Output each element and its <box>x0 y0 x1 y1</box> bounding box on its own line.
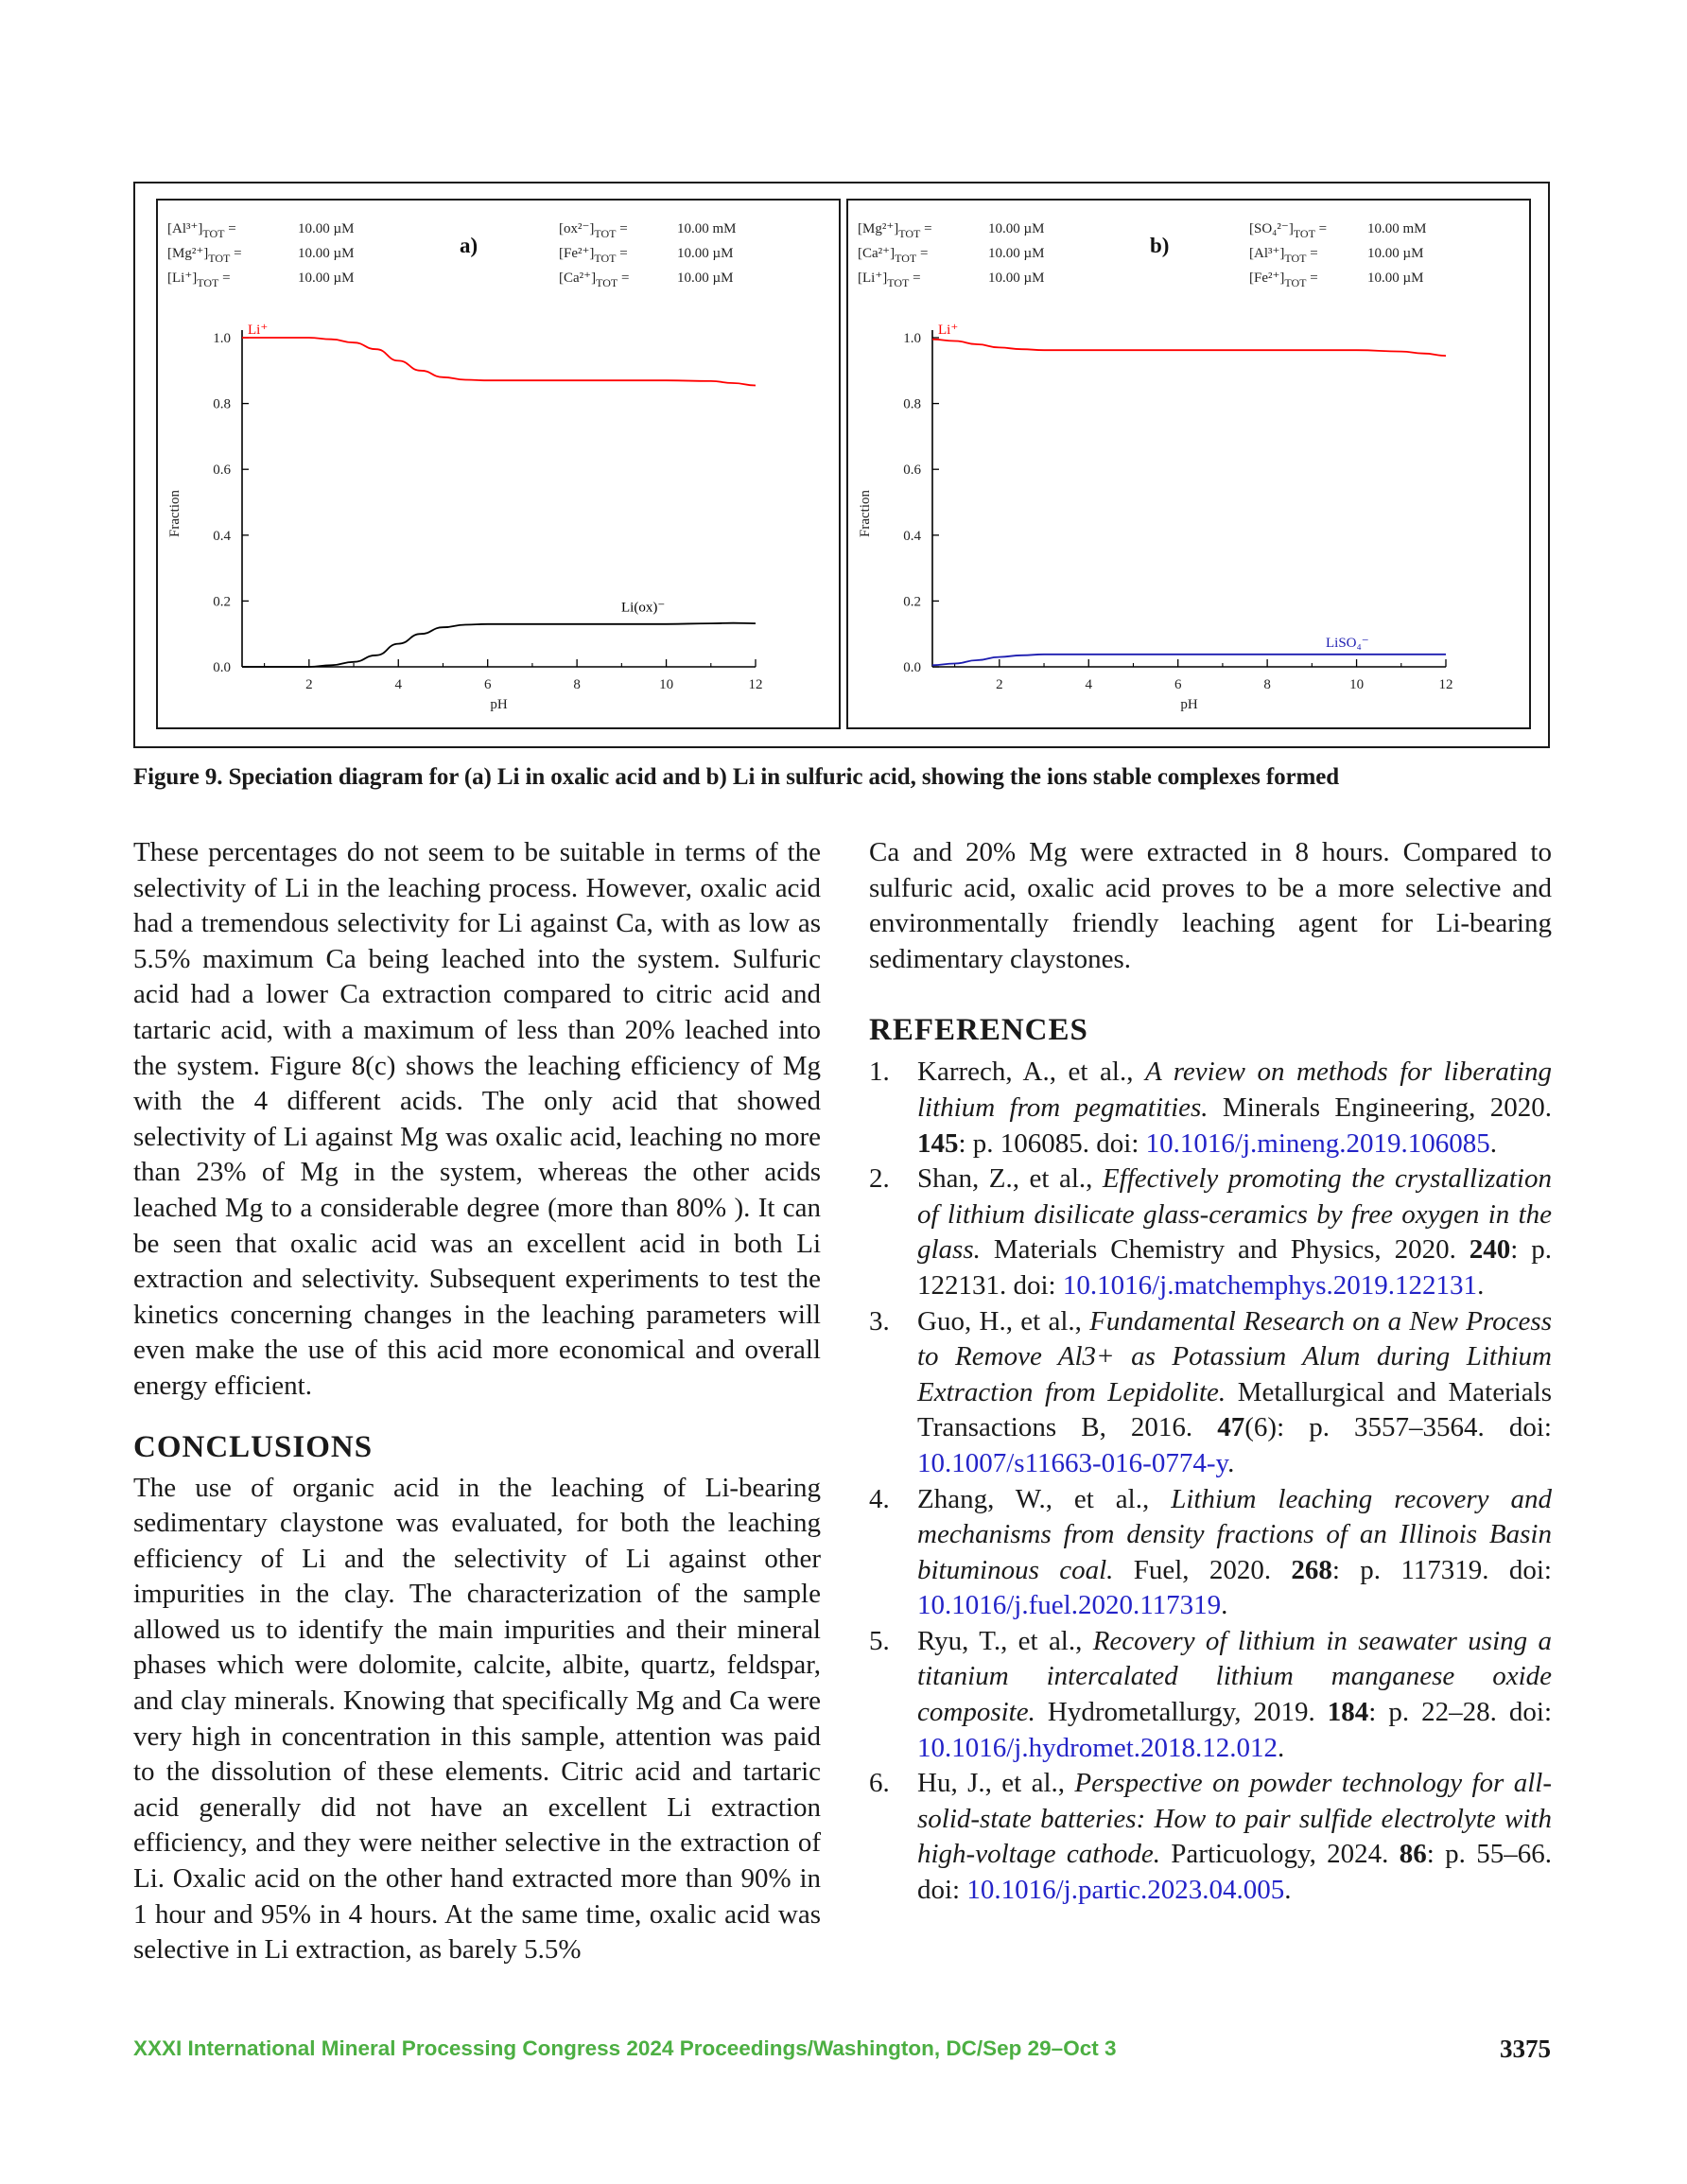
reference-pages: : p. 22–28. doi: <box>1368 1697 1552 1728</box>
reference-journal: Hydrometallurgy, 2019. <box>1035 1697 1328 1728</box>
condition-species: $[Ca^{2+}]_{TOT}$ = <box>858 246 929 265</box>
x-tick-label: 10 <box>1349 677 1365 692</box>
series-label-li-ion: Li⁺ <box>248 323 269 338</box>
condition-value: 10.00 µM <box>988 246 1045 261</box>
series-line-li-ion <box>932 340 1446 356</box>
reference-authors: Hu, J., et al., <box>917 1768 1075 1799</box>
x-tick-label: 10 <box>659 677 674 692</box>
reference-item <box>869 1482 1552 1624</box>
condition-value: 10.00 µM <box>988 221 1045 236</box>
reference-journal: Particuology, 2024. <box>1159 1839 1400 1870</box>
reference-volume: 145 <box>917 1127 959 1159</box>
x-tick-label: 4 <box>394 677 403 692</box>
chart-panel-b <box>846 199 1531 729</box>
x-tick-label: 12 <box>748 677 763 692</box>
reference-number: 6. <box>869 1768 890 1799</box>
reference-title: Lithium leaching recovery and mechanisms from density fractions of an Illinois Basin bituminous coal. <box>917 1483 1552 1585</box>
reference-journal: Materials Chemistry and Physics, 2020. <box>980 1234 1470 1266</box>
reference-journal: Minerals Engineering, 2020. <box>1208 1092 1552 1123</box>
y-tick-label: 0.4 <box>213 528 231 544</box>
x-axis-label: pH <box>490 697 508 712</box>
x-tick-label: 8 <box>1263 677 1271 692</box>
reference-pages: : p. 55–66. doi: <box>917 1839 1552 1906</box>
reference-title: A review on methods for liberating lithium from pegmatities. <box>917 1057 1552 1123</box>
reference-doi-link[interactable]: 10.1016/j.matchemphys.2019.122131 <box>1062 1269 1478 1301</box>
condition-species: $[Al^{3+}]_{TOT}$ = <box>167 221 236 240</box>
series-line-li-complex <box>932 655 1446 666</box>
condition-species: $[Al^{3+}]_{TOT}$ = <box>1249 246 1318 265</box>
reference-pages: : p. 106085. doi: <box>958 1127 1146 1159</box>
reference-doi-link[interactable]: 10.1016/j.fuel.2020.117319 <box>917 1590 1222 1621</box>
reference-authors: Zhang, W., et al., <box>917 1483 1172 1514</box>
condition-species: $[Fe^{2+}]_{TOT}$ = <box>559 246 628 265</box>
condition-value: 10.00 µM <box>677 271 734 286</box>
reference-journal: Fuel, 2020. <box>1113 1554 1292 1585</box>
y-tick-label: 0.0 <box>213 660 231 675</box>
condition-value: 10.00 mM <box>677 221 737 236</box>
reference-pages: : p. 122131. doi: <box>917 1234 1552 1301</box>
figure-caption: Figure 9. Speciation diagram for (a) Li in oxalic acid and b) Li in sulfuric acid, showing the ions stable complexes formed <box>133 764 1340 790</box>
condition-value: 10.00 µM <box>1367 246 1424 261</box>
reference-title: Recovery of lithium in seawater using a titanium intercalated lithium manganese oxide composite. <box>917 1625 1553 1728</box>
condition-value: 10.00 µM <box>1367 271 1424 286</box>
reference-end: . <box>1489 1127 1498 1159</box>
condition-value: 10.00 µM <box>677 246 734 261</box>
series-label-li-complex: Li(ox)⁻ <box>621 600 666 616</box>
references-list <box>869 1055 1552 1908</box>
y-tick-label: 1.0 <box>903 331 921 346</box>
x-tick-label: 2 <box>305 677 313 692</box>
chart-panel-a <box>156 199 841 729</box>
condition-species: $[ox^{2-}]_{TOT}$ = <box>559 221 628 240</box>
reference-authors: Shan, Z., et al., <box>917 1163 1103 1195</box>
reference-pages: (6): p. 3557–3564. doi: <box>1244 1412 1552 1443</box>
series-label-li-complex: LiSO₄⁻ <box>1326 635 1369 651</box>
y-tick-label: 0.8 <box>213 396 231 412</box>
x-tick-label: 6 <box>1174 677 1182 692</box>
condition-value: 10.00 µM <box>298 221 355 236</box>
condition-species: $[SO_4^{2-}]_{TOT}$ = <box>1249 221 1328 240</box>
condition-value: 10.00 µM <box>988 271 1045 286</box>
reference-item <box>869 1055 1552 1162</box>
condition-value: 10.00 µM <box>298 271 355 286</box>
reference-number: 1. <box>869 1057 890 1088</box>
y-tick-label: 0.4 <box>903 528 921 544</box>
series-line-li-ion <box>242 338 756 386</box>
y-tick-label: 0.8 <box>903 396 921 412</box>
left-column <box>133 835 821 1968</box>
reference-volume: 184 <box>1327 1697 1369 1728</box>
panel-label: a) <box>460 234 478 257</box>
condition-value: 10.00 mM <box>1367 221 1427 236</box>
y-tick-label: 0.2 <box>903 594 921 610</box>
reference-title: Perspective on powder technology for all-solid-state batteries: How to pair sulfide electrolyte with high-voltage cathode. <box>917 1768 1552 1870</box>
reference-authors: Karrech, A., et al., <box>917 1057 1145 1088</box>
series-line-li-complex <box>242 623 756 667</box>
reference-item <box>869 1624 1552 1766</box>
x-tick-label: 4 <box>1085 677 1093 692</box>
y-tick-label: 0.0 <box>903 660 921 675</box>
x-tick-label: 6 <box>483 677 492 692</box>
reference-number: 5. <box>869 1625 890 1656</box>
reference-volume: 47 <box>1217 1412 1245 1443</box>
reference-doi-link[interactable]: 10.1016/j.hydromet.2018.12.012 <box>917 1732 1278 1763</box>
reference-doi-link[interactable]: 10.1016/j.partic.2023.04.005 <box>966 1875 1285 1906</box>
reference-title: Fundamental Research on a New Process to Remove Al3+ as Potassium Alum during Lithium Extraction from Lepidolite. <box>917 1305 1553 1407</box>
reference-item <box>869 1304 1552 1482</box>
reference-authors: Guo, H., et al., <box>917 1305 1090 1337</box>
reference-doi-link[interactable]: 10.1016/j.mineng.2019.106085 <box>1145 1127 1490 1159</box>
body-paragraph: These percentages do not seem to be suitable in terms of the selectivity of Li in the leaching process. However, oxalic acid had a tremendous selectivity for Li against Ca, with as low as 5.5% maximum Ca being leached into the system. Sulfuric acid had a lower Ca extraction compared to citric acid and tartaric acid, with a maximum of less than 20% leached into the system. Figure 8(c) shows the leaching efficiency of Mg with the 4 different acids. The only acid that showed selectivity of Li against Mg was oxalic acid, leaching no more than 23% of Mg in the system, whereas the other acids leached Mg to a considerable degree (more than 80% ). It can be seen that oxalic acid was an excellent acid in both Li extraction and selectivity. Subsequent experiments to test the kinetics concerning changes in the leaching parameters will even make the use of this acid more economical and overall energy efficient. <box>133 837 821 1401</box>
reference-journal: Metallurgical and Materials Transactions B, 2016. <box>917 1376 1552 1443</box>
x-tick-label: 8 <box>573 677 581 692</box>
reference-end: . <box>1477 1269 1485 1301</box>
x-tick-label: 2 <box>996 677 1003 692</box>
reference-end: . <box>1278 1732 1285 1763</box>
y-axis-label: Fraction <box>858 490 873 537</box>
page-number: 3375 <box>1500 2035 1551 2063</box>
reference-title: Effectively promoting the crystallization of lithium disilicate glass-ceramics by free oxygen in the glass. <box>917 1163 1552 1266</box>
footer-proceedings: XXXI International Mineral Processing Congress 2024 Proceedings/Washington, DC/Sep 29–Oct 3 <box>133 2036 1117 2060</box>
conclusions-heading: CONCLUSIONS <box>133 1429 374 1464</box>
reference-item <box>869 1162 1552 1303</box>
x-tick-label: 12 <box>1438 677 1453 692</box>
references-heading: REFERENCES <box>869 1013 1088 1048</box>
reference-end: . <box>1284 1875 1292 1906</box>
condition-species: $[Ca^{2+}]_{TOT}$ = <box>559 271 630 289</box>
body-paragraph-continued: Ca and 20% Mg were extracted in 8 hours. Compared to sulfuric acid, oxalic acid proves to be a more selective and environmentally friendly leaching agent for Li-bearing sedimentary claystones. <box>869 837 1552 974</box>
reference-number: 4. <box>869 1483 890 1514</box>
right-column <box>869 835 1552 1909</box>
chart-a-svg <box>158 201 839 727</box>
y-tick-label: 1.0 <box>213 331 231 346</box>
reference-end: . <box>1227 1447 1235 1478</box>
reference-end: . <box>1221 1590 1228 1621</box>
y-axis-label: Fraction <box>167 490 183 537</box>
reference-number: 2. <box>869 1163 890 1195</box>
condition-species: $[Li^+]_{TOT}$ = <box>167 271 231 289</box>
condition-species: $[Fe^{2+}]_{TOT}$ = <box>1249 271 1318 289</box>
reference-number: 3. <box>869 1305 890 1337</box>
figure-9 <box>133 182 1550 748</box>
condition-value: 10.00 µM <box>298 246 355 261</box>
reference-item <box>869 1766 1552 1908</box>
reference-doi-link[interactable]: 10.1007/s11663-016-0774-y <box>917 1447 1228 1478</box>
condition-species: $[Li^+]_{TOT}$ = <box>858 271 921 289</box>
reference-volume: 240 <box>1469 1234 1511 1266</box>
x-axis-label: pH <box>1180 697 1198 712</box>
panel-label: b) <box>1150 234 1170 257</box>
chart-b-svg <box>848 201 1529 727</box>
y-tick-label: 0.2 <box>213 594 231 610</box>
y-tick-label: 0.6 <box>213 463 231 479</box>
condition-species: $[Mg^{2+}]_{TOT}$ = <box>167 246 242 265</box>
reference-authors: Ryu, T., et al., <box>917 1625 1093 1656</box>
conclusions-paragraph: The use of organic acid in the leaching of Li-bearing sedimentary claystone was evaluated, for both the leaching efficiency of Li and the selectivity of Li against other impurities in the clay. The characterization of the sample allowed us to identify the main impurities and their mineral phases which were dolomite, calcite, albite, quartz, feldspar, and clay minerals. Knowing that specifically Mg and Ca were very high in concentration in this sample, attention was paid to the dissolution of these elements. Citric acid and tartaric acid generally did not have an excellent Li extraction efficiency, and they were neither selective in the extraction of Li. Oxalic acid on the other hand extracted more than 90% in 1 hour and 95% in 4 hours. At the same time, oxalic acid was selective in Li extraction, as barely 5.5% <box>133 1472 821 1966</box>
condition-species: $[Mg^{2+}]_{TOT}$ = <box>858 221 932 240</box>
y-tick-label: 0.6 <box>903 463 921 479</box>
reference-pages: : p. 117319. doi: <box>1331 1554 1552 1585</box>
series-label-li-ion: Li⁺ <box>938 323 959 338</box>
reference-volume: 268 <box>1291 1554 1332 1585</box>
reference-volume: 86 <box>1399 1839 1427 1870</box>
